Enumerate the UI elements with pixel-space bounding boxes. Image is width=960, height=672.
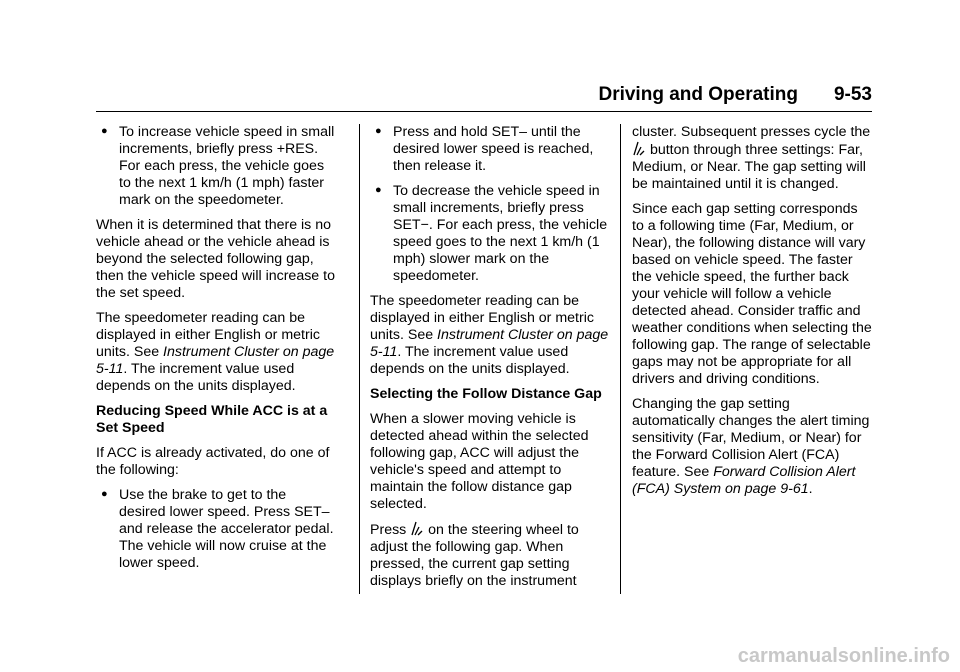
- bullet-list: [96, 487, 336, 572]
- bullet-list: [370, 124, 610, 285]
- cross-reference-link[interactable]: Instrument Cluster on page 5-11: [96, 344, 335, 377]
- bullet-icon: ●: [375, 184, 382, 196]
- header-rule: [96, 111, 872, 112]
- paragraph: When it is determined that there is no vehicle ahead or the vehicle ahead is beyond the selected following gap, then the vehicle speed will increase to the set speed.: [96, 217, 335, 301]
- column-3: [632, 124, 872, 506]
- column-2: [370, 124, 610, 598]
- page-number: 9-53: [833, 84, 872, 105]
- paragraph: Changing the gap setting automatically changes the alert timing sensitivity (Far, Medium, or Near) for the Forward Collision Alert (FCA) feature. See Forward Collision Alert (FCA) System on page 9-61.: [632, 396, 870, 497]
- paragraph: If ACC is already activated, do one of the following:: [96, 445, 330, 478]
- section-title: Driving and Operating: [598, 84, 798, 105]
- paragraph: cluster. Subsequent presses cycle the button through three settings: Far, Medium, or Near. The gap setting will be maintained until it is changed.: [632, 124, 871, 192]
- list-item: ● Press and hold SET– until the desired lower speed is reached, then release it.: [375, 124, 594, 174]
- paragraph: Since each gap setting corresponds to a following time (Far, Medium, or Near), the following distance will vary based on vehicle speed. The faster the vehicle speed, the further back your vehicle will follow a vehicle detected ahead. Consider traffic and weather conditions when selecting the following gap. The range of selectable gaps may not be appropriate for all drivers and driving conditions.: [632, 201, 872, 387]
- cross-reference-link[interactable]: Forward Collision Alert (FCA) System on page 9-61: [632, 464, 856, 497]
- paragraph: When a slower moving vehicle is detected ahead within the selected following gap, ACC will adjust the vehicle's speed and attempt to maintain the follow distance gap selected.: [370, 411, 589, 512]
- column-1: [96, 124, 336, 580]
- paragraph: The speedometer reading can be displayed in either English or metric units. See Instrument Cluster on page 5-11. The increment value used depends on the units displayed.: [96, 310, 335, 394]
- paragraph: Press on the steering wheel to adjust the following gap. When pressed, the current gap setting displays briefly on the instrument: [370, 522, 579, 589]
- follow-distance-gap-icon: [411, 521, 423, 536]
- page-header: [96, 84, 872, 108]
- bullet-icon: ●: [375, 125, 382, 137]
- cross-reference-link[interactable]: Instrument Cluster on page 5-11: [370, 327, 609, 360]
- list-item: ● Use the brake to get to the desired lower speed. Press SET– and release the accelerator pedal. The vehicle will now cruise at the lower speed.: [101, 487, 334, 571]
- follow-distance-gap-icon: [633, 141, 645, 156]
- watermark: carmanualsonline.info: [737, 645, 950, 667]
- bullet-icon: ●: [101, 125, 108, 137]
- column-divider-2: [620, 124, 621, 594]
- bullet-list: [96, 124, 336, 209]
- subheading: Reducing Speed While ACC is at a Set Speed: [96, 403, 328, 436]
- paragraph: The speedometer reading can be displayed in either English or metric units. See Instrument Cluster on page 5-11. The increment value used depends on the units displayed.: [370, 293, 609, 377]
- column-divider-1: [359, 124, 360, 594]
- list-item: ● To decrease the vehicle speed in small increments, briefly press SET−. For each press, the vehicle speed goes to the next 1 km/h (1 mph) slower mark on the speedometer.: [375, 183, 608, 284]
- bullet-icon: ●: [101, 488, 108, 500]
- subheading: Selecting the Follow Distance Gap: [370, 386, 602, 402]
- list-item: ● To increase vehicle speed in small increments, briefly press +RES. For each press, the vehicle goes to the next 1 km/h (1 mph) faster mark on the speedometer.: [101, 124, 335, 208]
